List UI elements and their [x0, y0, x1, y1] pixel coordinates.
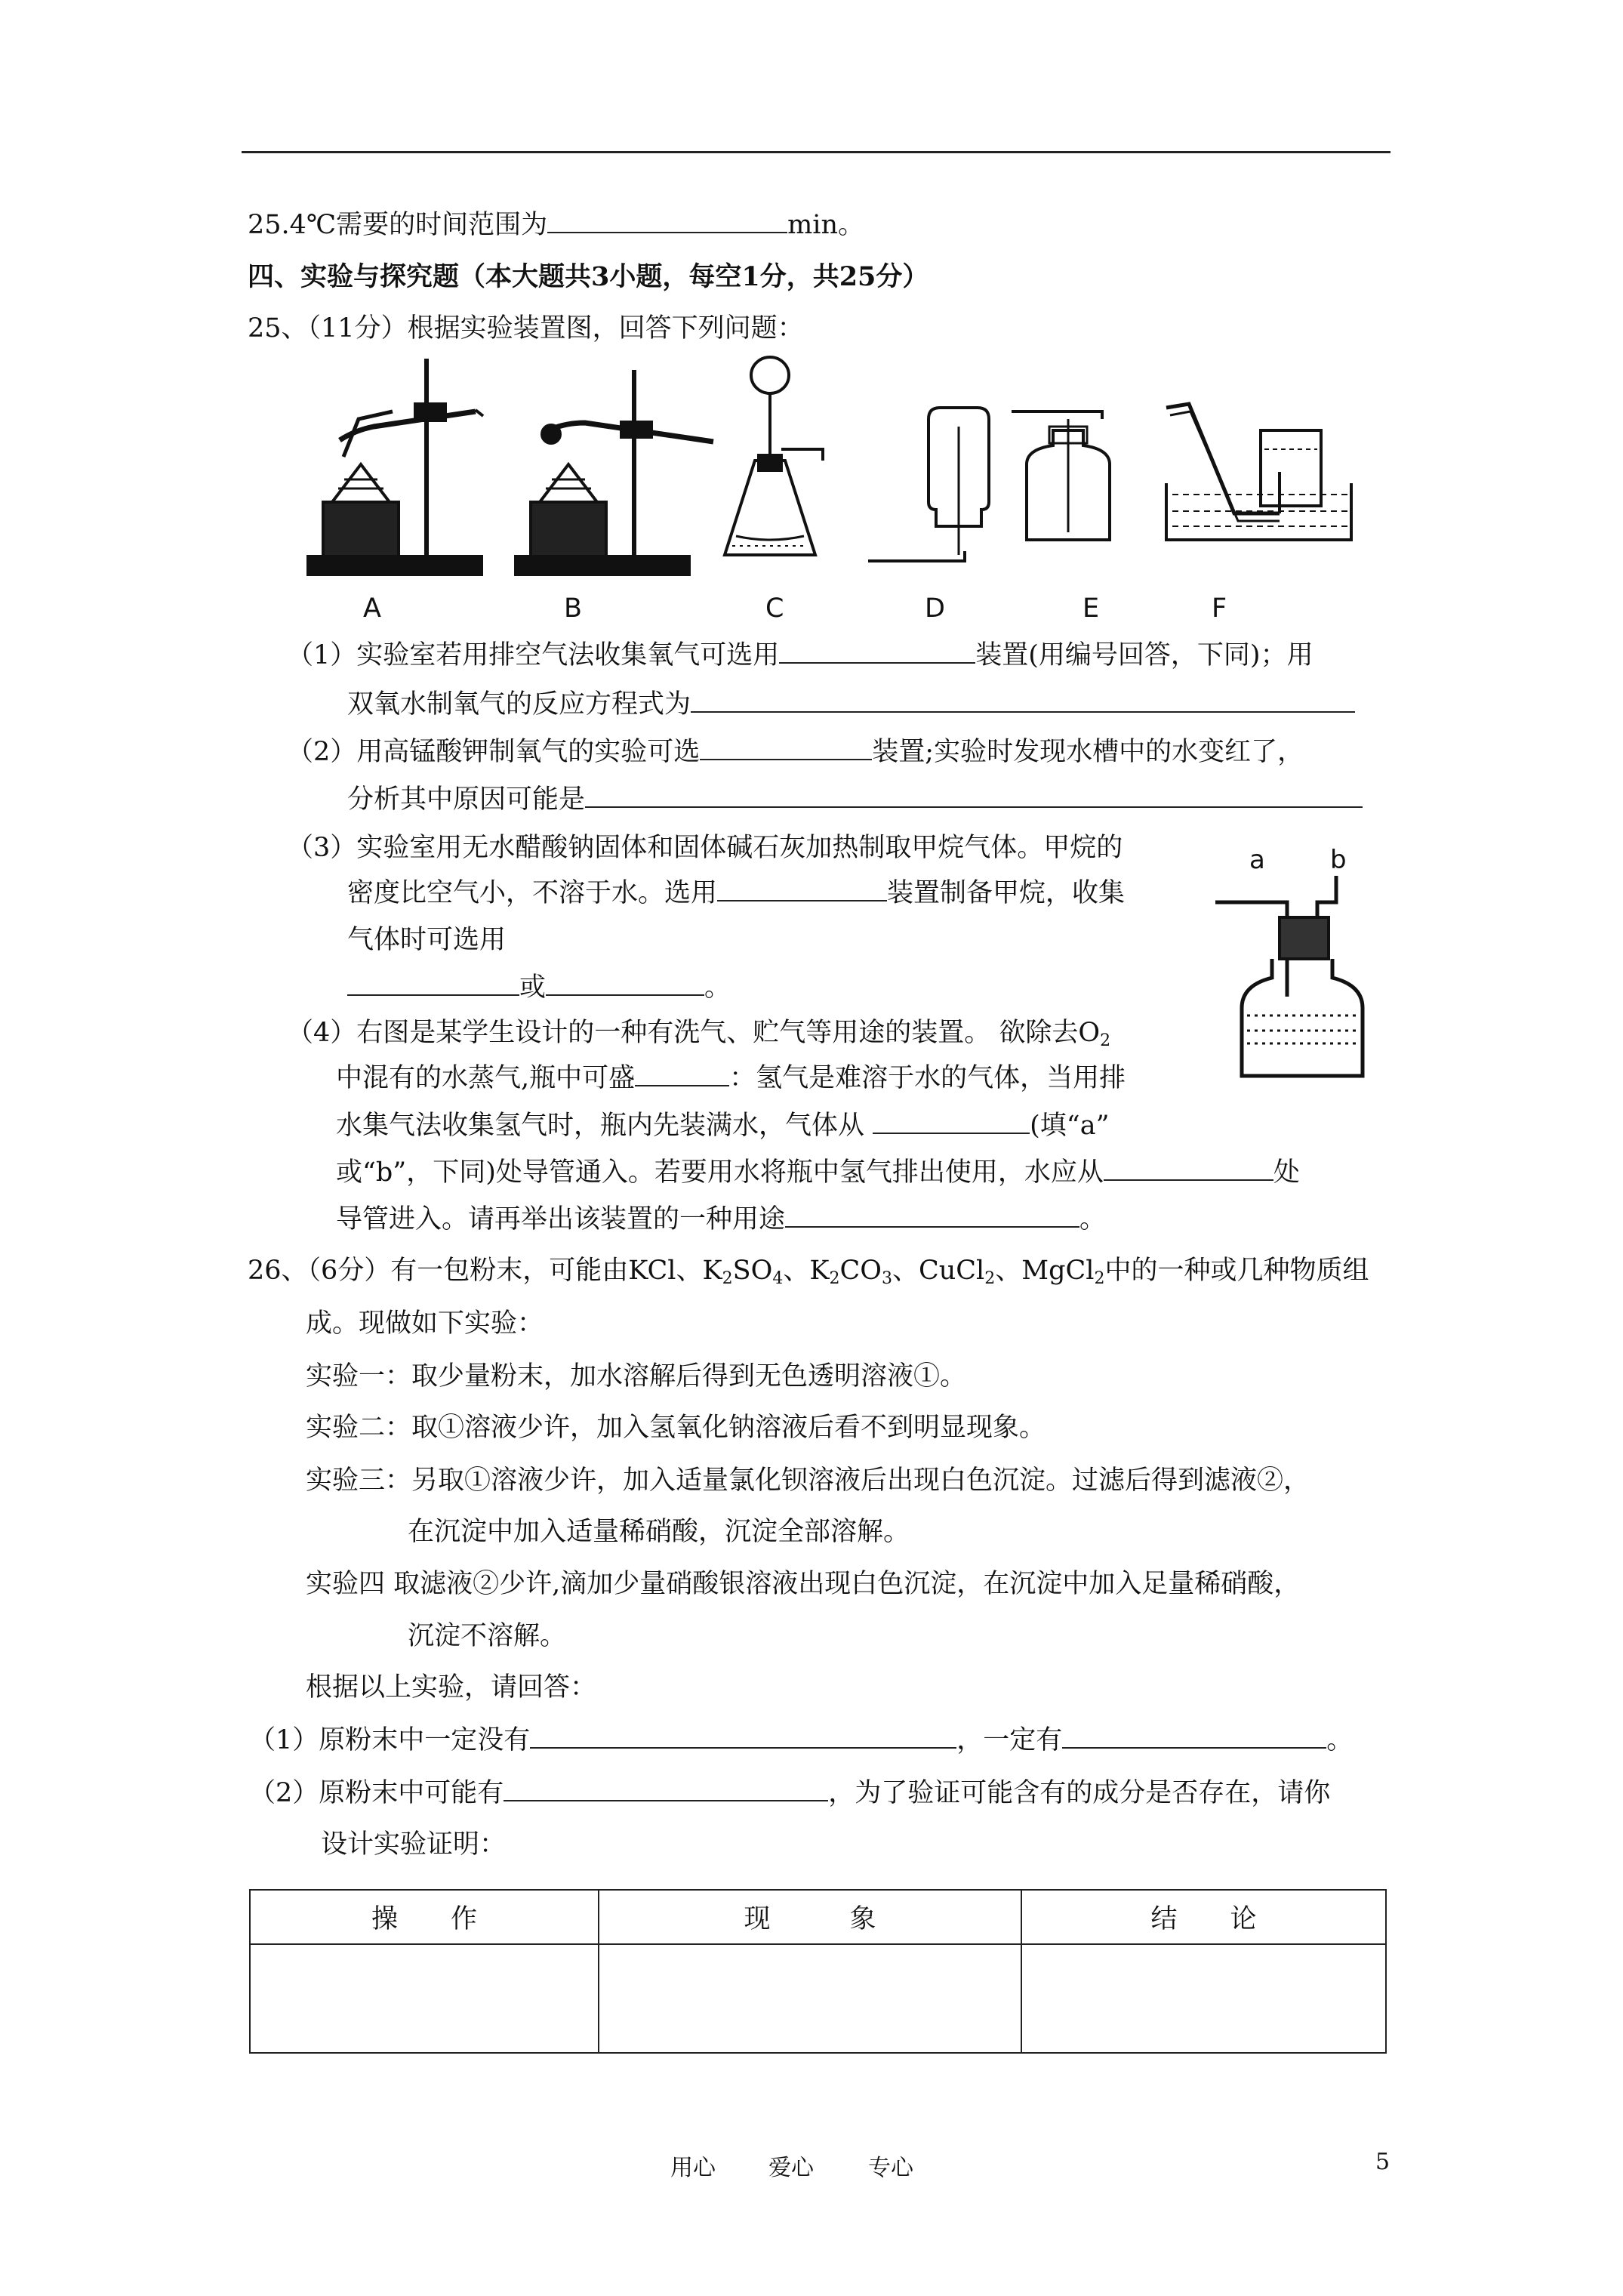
q25-p3-line4 [347, 970, 731, 1005]
apparatus-d [868, 408, 989, 561]
q25-p4-line4 [336, 1155, 1300, 1190]
q26-sub-4: 3 [881, 1269, 892, 1288]
intro-suffix: min。 [787, 210, 865, 240]
header-conclusion: 结 论 [1021, 1890, 1386, 1944]
q25-p4-text-a: （4）右图是某学生设计的一种有洗气、贮气等用途的装置。 欲除去 [287, 1018, 1079, 1048]
cell-conclusion[interactable] [1021, 1944, 1386, 2053]
q25-p4-o2: O [1078, 1018, 1101, 1048]
q26-text-a: 26、（6分）有一包粉末，可能由KCl、K [248, 1256, 722, 1286]
blank-time-range[interactable] [547, 209, 787, 233]
blank-q25-3b[interactable] [347, 972, 519, 996]
footer-slogan-3: 专心 [868, 2155, 913, 2181]
blank-q26-1a[interactable] [530, 1724, 956, 1749]
cell-operation[interactable] [250, 1944, 599, 2053]
q26-text-g: 中的一种或几种物质组 [1104, 1256, 1369, 1286]
table-header-row [250, 1890, 1386, 1944]
q26-exp4-line2: 沉淀不溶解。 [408, 1621, 567, 1651]
q25-p3-line2 [347, 876, 1125, 911]
q26-a2-text-b: ，为了验证可能含有的成分是否存在，请你 [828, 1778, 1331, 1808]
q25-p2-text-b: 装置;实验时发现水槽中的水变红了， [872, 737, 1304, 767]
q26-answer-intro: 根据以上实验，请回答： [306, 1672, 597, 1703]
q25-p4-text-b: 中混有的水蒸气,瓶中可盛 [336, 1063, 636, 1093]
page-number: 5 [1375, 2149, 1390, 2175]
blank-q25-4a[interactable] [635, 1062, 729, 1086]
q26-a2 [249, 1776, 1330, 1811]
q25-p3-end: 。 [704, 972, 731, 1003]
q25-p3-or: 或 [519, 972, 547, 1003]
q26-exp3-line2: 在沉淀中加入适量稀硝酸，沉淀全部溶解。 [408, 1517, 910, 1547]
q25-p4-text-e: (填“a” [1030, 1111, 1110, 1141]
q26-text-e: 、CuCl [892, 1256, 985, 1286]
q26-sub-6: 2 [1094, 1269, 1105, 1288]
q26-exp2: 实验二：取①溶液少许，加入氢氧化钠溶液后看不到明显现象。 [306, 1413, 1046, 1443]
q26-exp3-line1: 实验三：另取①溶液少许，加入适量氯化钡溶液后出现白色沉淀。过滤后得到滤液②， [306, 1465, 1310, 1496]
bottle-label-b: b [1330, 846, 1347, 875]
q25-p4-text-f: 或“b”，下同)处导管通入。若要用水将瓶中氢气排出使用，水应从 [336, 1157, 1104, 1188]
experiment-design-table [249, 1889, 1387, 2054]
apparatus-a [308, 359, 483, 575]
blank-q25-2b[interactable] [585, 784, 1363, 808]
blank-q26-2a[interactable] [504, 1777, 828, 1801]
apparatus-label-f: F [1212, 593, 1227, 624]
q25-p3-text-a: 密度比空气小，不溶于水。选用 [347, 878, 718, 908]
q26-line1 [248, 1253, 1369, 1288]
header-operation: 操 作 [250, 1890, 599, 1944]
q26-text-b: SO [732, 1256, 773, 1286]
intro-prefix: 25.4℃需要的时间范围为 [248, 210, 548, 240]
q26-sub-5: 2 [984, 1269, 996, 1288]
blank-q25-3a[interactable] [717, 877, 887, 901]
q25-p4-line2 [336, 1061, 1126, 1096]
apparatus-label-b: B [564, 593, 583, 624]
q25-p1-line1 [287, 638, 1313, 673]
q26-a2-line2: 设计实验证明： [321, 1829, 507, 1860]
q25-p3-text-b: 装置制备甲烷，收集 [887, 878, 1126, 908]
q26-a1-text-b: ，一定有 [956, 1725, 1063, 1755]
q26-a1 [249, 1723, 1353, 1758]
blank-q25-3c[interactable] [546, 972, 704, 996]
q26-exp4-line1: 实验四 取滤液②少许,滴加少量硝酸银溶液出现白色沉淀，在沉淀中加入足量稀硝酸， [306, 1569, 1301, 1599]
blank-q25-4b[interactable] [873, 1110, 1030, 1134]
bottle-label-a: a [1249, 846, 1265, 875]
q25-p4-o2-sub: 2 [1100, 1031, 1111, 1050]
q26-text-f: 、MgCl [995, 1256, 1095, 1286]
q26-sub-1: 2 [722, 1269, 733, 1288]
q25-p1-text-c: 双氧水制氧气的反应方程式为 [347, 689, 691, 720]
footer-slogan-1: 用心 [670, 2155, 716, 2181]
q26-sub-2: 4 [772, 1269, 784, 1288]
q26-line2: 成。现做如下实验： [306, 1308, 544, 1339]
apparatus-figure [302, 351, 1366, 585]
wash-bottle-figure [1208, 846, 1397, 1087]
q25-p3-line3: 气体时可选用 [347, 925, 507, 955]
intro-line [248, 208, 864, 242]
cell-phenomenon[interactable] [599, 1944, 1021, 2053]
blank-q25-4c[interactable] [1104, 1157, 1273, 1181]
blank-q25-1b[interactable] [691, 689, 1355, 713]
apparatus-label-a: A [363, 593, 381, 624]
q25-p2-line1 [287, 735, 1304, 769]
q26-sub-3: 2 [829, 1269, 840, 1288]
q25-p1-line2 [347, 687, 1355, 722]
footer-slogan-2: 爱心 [768, 2155, 814, 2181]
q26-text-c: 、K [783, 1256, 830, 1286]
blank-q25-4d[interactable] [785, 1203, 1079, 1228]
apparatus-f [1166, 404, 1351, 540]
q25-p4-text-d: 水集气法收集氢气时，瓶内先装满水，气体从 [336, 1111, 865, 1141]
apparatus-c [725, 357, 823, 555]
q25-p4-text-g: 处 [1273, 1157, 1300, 1188]
q26-exp1: 实验一：取少量粉末，加水溶解后得到无色透明溶液①。 [306, 1361, 967, 1391]
header-phenomenon: 现 象 [599, 1890, 1021, 1944]
q25-p4-line5 [336, 1202, 1106, 1237]
section-title: 四、实验与探究题（本大题共3小题，每空1分，共25分） [248, 261, 929, 292]
q25-p1-text-a: （1）实验室若用排空气法收集氧气可选用 [287, 640, 780, 670]
q25-p4-text-h: 导管进入。请再举出该装置的一种用途 [336, 1204, 786, 1234]
q25-p4-text-c: ：氢气是难溶于水的气体，当用排 [729, 1063, 1126, 1093]
apparatus-b [516, 370, 713, 575]
apparatus-label-d: D [925, 593, 945, 624]
apparatus-e [1012, 411, 1110, 540]
q25-p3-line1: （3）实验室用无水醋酸钠固体和固体碱石灰加热制取甲烷气体。甲烷的 [287, 833, 1123, 863]
apparatus-label-e: E [1083, 593, 1100, 624]
q25-p4-end: 。 [1079, 1204, 1107, 1234]
blank-q26-1b[interactable] [1062, 1724, 1326, 1749]
q25-p4-line3 [336, 1108, 1109, 1143]
q26-a1-end: 。 [1326, 1725, 1354, 1755]
q25-heading: 25、（11分）根据实验装置图，回答下列问题： [248, 313, 804, 344]
q26-a1-text-a: （1）原粉末中一定没有 [249, 1725, 531, 1755]
q26-a2-text-a: （2）原粉末中可能有 [249, 1778, 504, 1808]
blank-q25-2a[interactable] [700, 736, 872, 760]
q25-p2-text-a: （2）用高锰酸钾制氧气的实验可选 [287, 737, 701, 767]
q26-text-d: CO [839, 1256, 882, 1286]
q25-p1-text-b: 装置(用编号回答，下同)；用 [975, 640, 1313, 670]
blank-q25-1a[interactable] [779, 639, 975, 664]
header-rule [242, 151, 1390, 153]
apparatus-label-c: C [765, 593, 784, 624]
q25-p2-text-c: 分析其中原因可能是 [347, 784, 586, 815]
q25-p2-line2 [347, 782, 1363, 817]
table-row [250, 1944, 1386, 2053]
q25-p4-line1 [287, 1015, 1110, 1050]
